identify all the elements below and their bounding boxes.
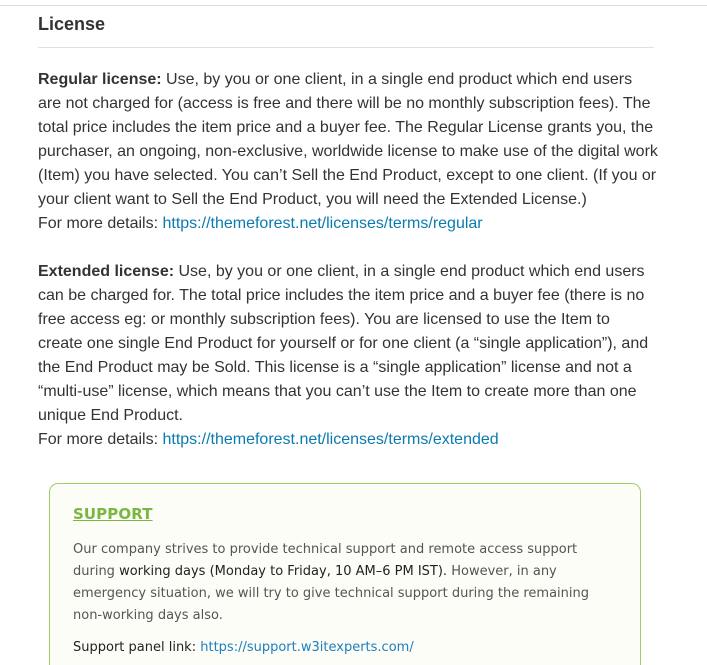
regular-license-link[interactable]: https://themeforest.net/licenses/terms/regular [162, 215, 483, 232]
support-panel-link[interactable]: https://support.w3itexperts.com/ [200, 640, 414, 655]
regular-license-paragraph [38, 68, 658, 236]
heading-divider [38, 47, 654, 48]
regular-license-text: Use, by you or one client, in a single end product which end users are not charged for (access is free and there will be no monthly subscription fees). The total price includes the item price and a buyer fee. The Regular License grants you, the purchaser, an ongoing, non-exclusive, worldwide license to make use of the digital work (Item) you have selected. You can’t Sell the End Product, except to one client. (If you or your client want to Sell the End Product, you will need the Extended License.) [38, 71, 658, 208]
extended-license-label: Extended license: [38, 263, 175, 280]
support-box [49, 483, 641, 665]
support-working-days: working days (Monday to Friday, 10 AM–6 PM IST). [119, 564, 448, 579]
support-text [73, 539, 603, 627]
support-panel-label: Support panel link: [73, 640, 197, 655]
support-text-after: However, in any emergency situation, we will try to give technical support during the remaining non-working days also. [73, 564, 590, 623]
extended-details-prefix: For more details: [38, 431, 163, 448]
extended-license-link[interactable]: https://themeforest.net/licenses/terms/extended [162, 431, 499, 448]
support-panel-row [73, 637, 414, 659]
license-heading: License [38, 14, 106, 34]
regular-license-label: Regular license: [38, 71, 162, 88]
support-text-before: Our company strives to provide technical support and remote access support during [73, 542, 578, 579]
extended-license-text: Use, by you or one client, in a single end product which end users can be charged for. The total price includes the item price and a buyer fee (there is no free access eg: or monthly subscription fees). You are licensed to use the Item to create one single End Product for yourself or for one client (a “single application”), and the End Product may be Sold. This license is a “single application” license and not a “multi-use” license, which means that you can’t use the Item to create more than one unique End Product. [38, 263, 649, 424]
extended-license-paragraph [38, 260, 658, 452]
regular-details-prefix: For more details: [38, 215, 163, 232]
top-divider [0, 5, 707, 6]
support-title: SUPPORT [73, 505, 153, 523]
